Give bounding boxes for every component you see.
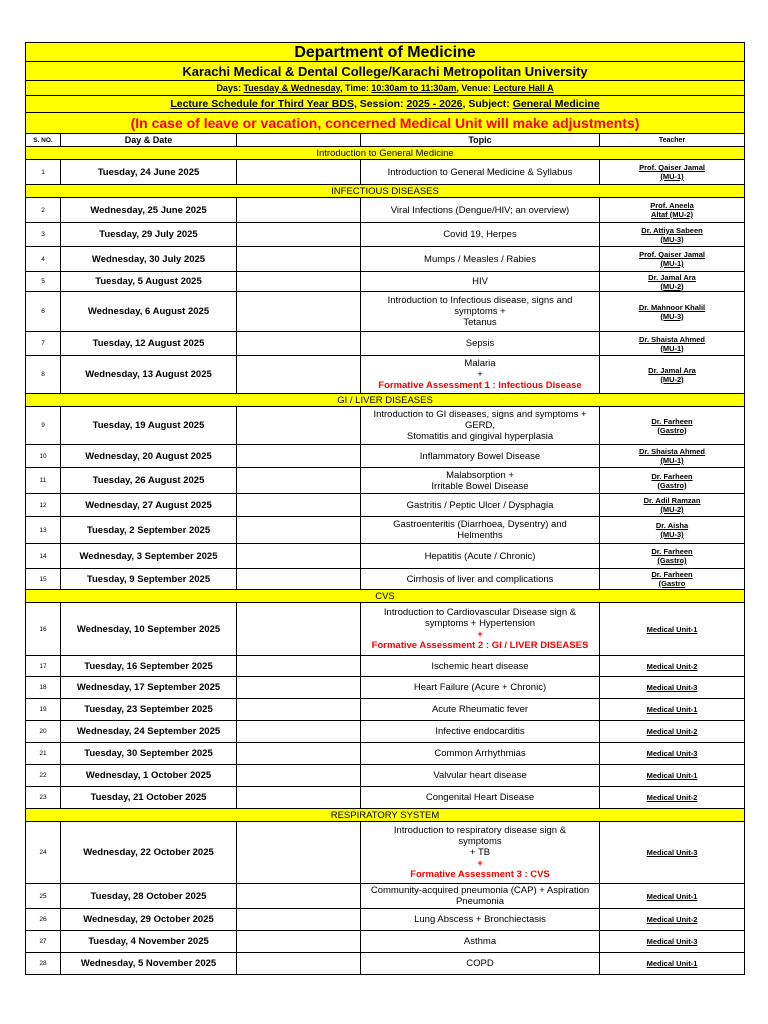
row-topic xyxy=(361,160,600,185)
topic-line: Helmenths xyxy=(457,530,503,541)
row-empty-cell xyxy=(237,677,361,699)
table-row xyxy=(26,787,745,809)
row-teacher xyxy=(600,292,745,332)
topic-line: Covid 19, Herpes xyxy=(443,229,517,240)
teacher-line: Dr. Farheen xyxy=(651,471,693,481)
topic-line: Introduction to General Medicine & Syllabus xyxy=(387,166,573,178)
row-topic xyxy=(361,332,600,356)
table-row xyxy=(26,292,745,332)
row-teacher xyxy=(600,544,745,569)
teacher-line: Prof. Qaiser Jamal xyxy=(639,163,705,172)
row-number: 28 xyxy=(26,953,61,975)
table-row xyxy=(26,699,745,721)
topic-line: Gastroenteritis (Diarrhoea, Dysentry) and xyxy=(393,519,567,530)
teacher-line: Medical Unit-2 xyxy=(646,915,698,924)
time-value: 10:30am to 11:30am xyxy=(371,82,457,93)
row-number: 13 xyxy=(26,517,61,544)
topic-plus: + xyxy=(477,858,483,869)
row-empty-cell xyxy=(237,569,361,590)
session-info xyxy=(26,96,745,113)
topic-line: + xyxy=(477,369,483,380)
formative-assessment: Formative Assessment 3 : CVS xyxy=(410,869,550,880)
row-empty-cell xyxy=(237,292,361,332)
row-empty-cell xyxy=(237,160,361,185)
teacher-line: Dr. Adil Ramzan xyxy=(643,496,701,505)
teacher-line: (MU-2) xyxy=(660,281,684,291)
row-teacher xyxy=(600,822,745,884)
row-date: Tuesday, 9 September 2025 xyxy=(61,569,237,590)
topic-line: HIV xyxy=(472,276,488,287)
row-topic xyxy=(361,603,600,656)
table-row xyxy=(26,160,745,185)
row-number: 23 xyxy=(26,787,61,809)
teacher-line: Dr. Attiya Sabeen xyxy=(641,225,703,235)
topic-line: Viral Infections (Dengue/HIV; an overview) xyxy=(390,204,570,216)
row-number: 4 xyxy=(26,247,61,272)
row-number: 14 xyxy=(26,544,61,569)
table-row xyxy=(26,198,745,223)
row-topic xyxy=(361,677,600,699)
row-teacher xyxy=(600,677,745,699)
notice-text: (In case of leave or vacation, concerned Medical Unit will make adjustments) xyxy=(26,113,745,134)
table-row xyxy=(26,544,745,569)
formative-assessment: Formative Assessment 2 : GI / LIVER DISEASES xyxy=(371,640,589,651)
topic-line: Stomatitis and gingival hyperplasia xyxy=(406,431,554,442)
section-title: CVS xyxy=(26,590,745,603)
teacher-line: (MU-1) xyxy=(660,456,684,465)
row-topic xyxy=(361,765,600,787)
row-topic xyxy=(361,721,600,743)
table-row xyxy=(26,721,745,743)
teacher-line: (MU-1) xyxy=(660,259,684,268)
row-date: Tuesday, 26 August 2025 xyxy=(61,468,237,494)
row-teacher xyxy=(600,603,745,656)
session-row xyxy=(26,96,745,113)
topic-line: Community-acquired pneumonia (CAP) + Aspiration xyxy=(370,885,590,896)
col-topic: Topic xyxy=(361,134,600,147)
table-row xyxy=(26,356,745,394)
teacher-line: Dr. Jamal Ara xyxy=(648,272,696,282)
topic-line: Inflammatory Bowel Disease xyxy=(419,450,541,462)
row-topic xyxy=(361,247,600,272)
row-number: 7 xyxy=(26,332,61,356)
topic-line: symptoms xyxy=(458,836,502,847)
teacher-line: Medical Unit-1 xyxy=(646,891,698,901)
row-date: Wednesday, 29 October 2025 xyxy=(61,909,237,931)
topic-line: symptoms + Hypertension xyxy=(424,618,536,629)
row-teacher xyxy=(600,787,745,809)
row-number: 21 xyxy=(26,743,61,765)
row-teacher xyxy=(600,247,745,272)
row-number: 22 xyxy=(26,765,61,787)
row-topic xyxy=(361,223,600,247)
teacher-line: Prof. Aneela xyxy=(650,201,694,210)
row-empty-cell xyxy=(237,247,361,272)
row-number: 11 xyxy=(26,468,61,494)
days-label: Days: xyxy=(216,82,244,93)
row-teacher xyxy=(600,407,745,445)
row-teacher xyxy=(600,223,745,247)
row-empty-cell xyxy=(237,272,361,292)
topic-line: Gastritis / Peptic Ulcer / Dysphagia xyxy=(406,499,554,511)
row-date: Wednesday, 20 August 2025 xyxy=(61,445,237,468)
table-row xyxy=(26,743,745,765)
topic-line: Infective endocarditis xyxy=(435,726,525,737)
table-row xyxy=(26,247,745,272)
college-name: Karachi Medical & Dental College/Karachi Metropolitan University xyxy=(26,62,745,81)
row-number: 12 xyxy=(26,494,61,517)
formative-assessment: Formative Assessment 1 : Infectious Disease xyxy=(378,380,582,391)
topic-line: Valvular heart disease xyxy=(433,770,527,781)
teacher-line: Dr. Shaista Ahmed xyxy=(639,334,706,344)
topic-line: Cirrhosis of liver and complications xyxy=(406,573,554,585)
venue-label: , Venue: xyxy=(456,82,494,93)
row-date: Wednesday, 1 October 2025 xyxy=(61,765,237,787)
subject-label: , Subject: xyxy=(462,97,513,110)
teacher-line: (MU-2) xyxy=(660,374,684,384)
teacher-line: Dr. Mahnoor Khalil xyxy=(638,302,706,312)
row-empty-cell xyxy=(237,699,361,721)
row-teacher xyxy=(600,953,745,975)
table-row xyxy=(26,677,745,699)
table-row xyxy=(26,445,745,468)
row-number: 19 xyxy=(26,699,61,721)
row-teacher xyxy=(600,517,745,544)
topic-line: Pneumonia xyxy=(455,896,505,907)
topic-line: Introduction to Infectious disease, signs and xyxy=(387,295,573,306)
row-number: 6 xyxy=(26,292,61,332)
section-title: GI / LIVER DISEASES xyxy=(26,394,745,407)
table-row xyxy=(26,656,745,677)
row-number: 9 xyxy=(26,407,61,445)
teacher-line: (MU-3) xyxy=(660,530,684,539)
row-empty-cell xyxy=(237,223,361,247)
table-row xyxy=(26,494,745,517)
row-empty-cell xyxy=(237,884,361,909)
topic-line: Introduction to respiratory disease sign & xyxy=(393,825,567,836)
row-topic xyxy=(361,272,600,292)
row-date: Wednesday, 25 June 2025 xyxy=(61,198,237,223)
table-row xyxy=(26,468,745,494)
row-teacher xyxy=(600,909,745,931)
row-teacher xyxy=(600,494,745,517)
row-teacher xyxy=(600,743,745,765)
row-topic xyxy=(361,407,600,445)
topic-plus: + xyxy=(477,629,483,640)
row-teacher xyxy=(600,721,745,743)
col-day: Day & Date xyxy=(61,134,237,147)
row-teacher xyxy=(600,272,745,292)
row-number: 16 xyxy=(26,603,61,656)
teacher-line: Medical Unit-2 xyxy=(646,727,698,736)
teacher-line: (MU-3) xyxy=(660,234,684,244)
topic-line: Irritable Bowel Disease xyxy=(431,480,529,492)
row-number: 18 xyxy=(26,677,61,699)
section-title: RESPIRATORY SYSTEM xyxy=(26,809,745,822)
row-date: Wednesday, 3 September 2025 xyxy=(61,544,237,569)
row-empty-cell xyxy=(237,787,361,809)
row-topic xyxy=(361,822,600,884)
row-date: Tuesday, 24 June 2025 xyxy=(61,160,237,185)
section-header-row xyxy=(26,590,745,603)
row-empty-cell xyxy=(237,544,361,569)
row-date: Tuesday, 23 September 2025 xyxy=(61,699,237,721)
row-topic xyxy=(361,656,600,677)
notice-row xyxy=(26,113,745,134)
row-empty-cell xyxy=(237,517,361,544)
topic-line: Lung Abscess + Bronchiectasis xyxy=(414,914,546,925)
topic-line: Tetanus xyxy=(463,317,497,328)
teacher-line: Medical Unit-3 xyxy=(646,848,698,857)
row-number: 17 xyxy=(26,656,61,677)
row-teacher xyxy=(600,356,745,394)
row-date: Tuesday, 2 September 2025 xyxy=(61,517,237,544)
row-empty-cell xyxy=(237,198,361,223)
table-row xyxy=(26,603,745,656)
subject-value: General Medicine xyxy=(512,97,600,110)
row-number: 15 xyxy=(26,569,61,590)
row-date: Wednesday, 17 September 2025 xyxy=(61,677,237,699)
row-date: Wednesday, 13 August 2025 xyxy=(61,356,237,394)
teacher-line: (Gastro) xyxy=(657,425,687,435)
table-row xyxy=(26,407,745,445)
row-teacher xyxy=(600,699,745,721)
row-number: 5 xyxy=(26,272,61,292)
row-teacher xyxy=(600,468,745,494)
teacher-line: (MU-1) xyxy=(660,343,684,353)
row-number: 10 xyxy=(26,445,61,468)
teacher-line: Medical Unit-1 xyxy=(646,624,698,634)
days-value: Tuesday & Wednesday xyxy=(243,82,340,93)
session-label: , Session: xyxy=(353,97,407,110)
row-empty-cell xyxy=(237,953,361,975)
row-number: 2 xyxy=(26,198,61,223)
row-date: Tuesday, 4 November 2025 xyxy=(61,931,237,953)
table-row xyxy=(26,272,745,292)
row-topic xyxy=(361,953,600,975)
topic-line: Hepatitis (Acute / Chronic) xyxy=(424,550,536,562)
row-date: Wednesday, 6 August 2025 xyxy=(61,292,237,332)
table-row xyxy=(26,569,745,590)
teacher-line: (Gastro) xyxy=(657,480,687,490)
topic-line: Malaria xyxy=(464,358,496,369)
schedule-sheet xyxy=(25,42,744,975)
teacher-line: Dr. Aisha xyxy=(655,521,689,530)
schedule-table xyxy=(25,42,745,975)
teacher-line: (Gastro xyxy=(658,579,686,588)
row-empty-cell xyxy=(237,332,361,356)
topic-line: Heart Failure (Acure + Chronic) xyxy=(413,682,547,693)
row-date: Wednesday, 5 November 2025 xyxy=(61,953,237,975)
row-date: Wednesday, 10 September 2025 xyxy=(61,603,237,656)
row-number: 27 xyxy=(26,931,61,953)
topic-line: Introduction to Cardiovascular Disease sign & xyxy=(383,607,577,618)
topic-line: symptoms + xyxy=(454,306,506,317)
row-number: 1 xyxy=(26,160,61,185)
teacher-line: Prof. Qaiser Jamal xyxy=(639,250,705,259)
row-empty-cell xyxy=(237,356,361,394)
row-date: Tuesday, 29 July 2025 xyxy=(61,223,237,247)
teacher-line: Medical Unit-2 xyxy=(646,661,698,671)
teacher-line: Medical Unit-3 xyxy=(646,749,698,758)
row-date: Wednesday, 30 July 2025 xyxy=(61,247,237,272)
row-number: 3 xyxy=(26,223,61,247)
time-label: , Time: xyxy=(339,82,372,93)
row-date: Wednesday, 22 October 2025 xyxy=(61,822,237,884)
row-empty-cell xyxy=(237,494,361,517)
table-row xyxy=(26,884,745,909)
row-empty-cell xyxy=(237,743,361,765)
teacher-line: Medical Unit-1 xyxy=(646,959,698,968)
topic-line: Common Arrhythmias xyxy=(434,748,526,759)
topic-line: Introduction to GI diseases, signs and symptoms + xyxy=(373,409,587,420)
teacher-line: Dr. Farheen xyxy=(651,570,693,579)
table-row xyxy=(26,822,745,884)
row-empty-cell xyxy=(237,656,361,677)
session-value: 2025 - 2026 xyxy=(406,97,463,110)
table-row xyxy=(26,332,745,356)
row-teacher xyxy=(600,160,745,185)
page-title: Department of Medicine xyxy=(26,43,745,62)
row-date: Tuesday, 30 September 2025 xyxy=(61,743,237,765)
row-teacher xyxy=(600,569,745,590)
row-number: 25 xyxy=(26,884,61,909)
college-row xyxy=(26,62,745,81)
row-teacher xyxy=(600,198,745,223)
row-empty-cell xyxy=(237,765,361,787)
row-date: Wednesday, 24 September 2025 xyxy=(61,721,237,743)
row-teacher xyxy=(600,931,745,953)
row-date: Wednesday, 27 August 2025 xyxy=(61,494,237,517)
teacher-line: (MU-3) xyxy=(660,311,684,321)
teacher-line: Medical Unit-1 xyxy=(646,705,698,714)
row-date: Tuesday, 5 August 2025 xyxy=(61,272,237,292)
topic-line: COPD xyxy=(466,958,494,969)
topic-line: GERD, xyxy=(464,420,496,431)
teacher-line: (Gastro) xyxy=(657,556,687,565)
column-header-row xyxy=(26,134,745,147)
row-topic xyxy=(361,699,600,721)
teacher-line: Medical Unit-3 xyxy=(646,937,698,946)
section-header-row xyxy=(26,394,745,407)
row-empty-cell xyxy=(237,445,361,468)
row-date: Tuesday, 12 August 2025 xyxy=(61,332,237,356)
table-row xyxy=(26,765,745,787)
row-date: Tuesday, 19 August 2025 xyxy=(61,407,237,445)
topic-line: + TB xyxy=(469,847,491,858)
row-teacher xyxy=(600,332,745,356)
row-topic xyxy=(361,884,600,909)
row-topic xyxy=(361,743,600,765)
topic-line: Acute Rheumatic fever xyxy=(431,704,529,715)
row-empty-cell xyxy=(237,603,361,656)
topic-line: Mumps / Measles / Rabies xyxy=(424,253,536,265)
row-teacher xyxy=(600,765,745,787)
section-header-row xyxy=(26,147,745,160)
teacher-line: Altaf (MU-2) xyxy=(650,210,694,219)
row-topic xyxy=(361,931,600,953)
row-number: 26 xyxy=(26,909,61,931)
section-title: Introduction to General Medicine xyxy=(26,147,745,160)
col-empty xyxy=(237,134,361,147)
teacher-line: Dr. Shaista Ahmed xyxy=(639,447,706,456)
row-topic xyxy=(361,517,600,544)
table-row xyxy=(26,517,745,544)
teacher-line: Medical Unit-1 xyxy=(646,771,698,780)
col-sno: S. NO. xyxy=(26,134,61,147)
row-number: 24 xyxy=(26,822,61,884)
row-topic xyxy=(361,569,600,590)
teacher-line: Medical Unit-3 xyxy=(646,683,698,692)
row-topic xyxy=(361,356,600,394)
row-date: Tuesday, 21 October 2025 xyxy=(61,787,237,809)
teacher-line: Dr. Farheen xyxy=(651,547,693,556)
teacher-line: (MU-1) xyxy=(660,172,684,181)
section-header-row xyxy=(26,185,745,198)
row-empty-cell xyxy=(237,909,361,931)
table-row xyxy=(26,931,745,953)
row-date: Tuesday, 16 September 2025 xyxy=(61,656,237,677)
row-topic xyxy=(361,292,600,332)
row-empty-cell xyxy=(237,407,361,445)
topic-line: Sepsis xyxy=(465,338,495,349)
table-row xyxy=(26,223,745,247)
row-empty-cell xyxy=(237,468,361,494)
title-row xyxy=(26,43,745,62)
row-date: Tuesday, 28 October 2025 xyxy=(61,884,237,909)
row-empty-cell xyxy=(237,822,361,884)
row-number: 8 xyxy=(26,356,61,394)
row-topic xyxy=(361,468,600,494)
topic-line: Congenital Heart Disease xyxy=(425,792,535,803)
venue-value: Lecture Hall A xyxy=(493,82,554,93)
row-topic xyxy=(361,909,600,931)
timing-row xyxy=(26,81,745,96)
teacher-line: Medical Unit-2 xyxy=(646,793,698,802)
table-row xyxy=(26,953,745,975)
col-teacher: Teacher xyxy=(600,134,745,147)
row-topic xyxy=(361,198,600,223)
teacher-line: (MU-2) xyxy=(660,505,684,514)
table-row xyxy=(26,909,745,931)
row-teacher xyxy=(600,656,745,677)
row-topic xyxy=(361,445,600,468)
teacher-line: Dr. Farheen xyxy=(651,416,693,426)
row-topic xyxy=(361,544,600,569)
topic-line: Asthma xyxy=(463,936,497,947)
section-title: INFECTIOUS DISEASES xyxy=(26,185,745,198)
topic-line: Ischemic heart disease xyxy=(431,660,529,672)
row-empty-cell xyxy=(237,721,361,743)
row-teacher xyxy=(600,884,745,909)
schedule-label: Lecture Schedule for Third Year BDS xyxy=(170,97,354,110)
row-topic xyxy=(361,494,600,517)
row-topic xyxy=(361,787,600,809)
timing-info xyxy=(26,81,745,96)
row-empty-cell xyxy=(237,931,361,953)
row-number: 20 xyxy=(26,721,61,743)
section-header-row xyxy=(26,809,745,822)
topic-line: Malabsorption + xyxy=(446,469,514,481)
teacher-line: Dr. Jamal Ara xyxy=(648,365,696,375)
row-teacher xyxy=(600,445,745,468)
